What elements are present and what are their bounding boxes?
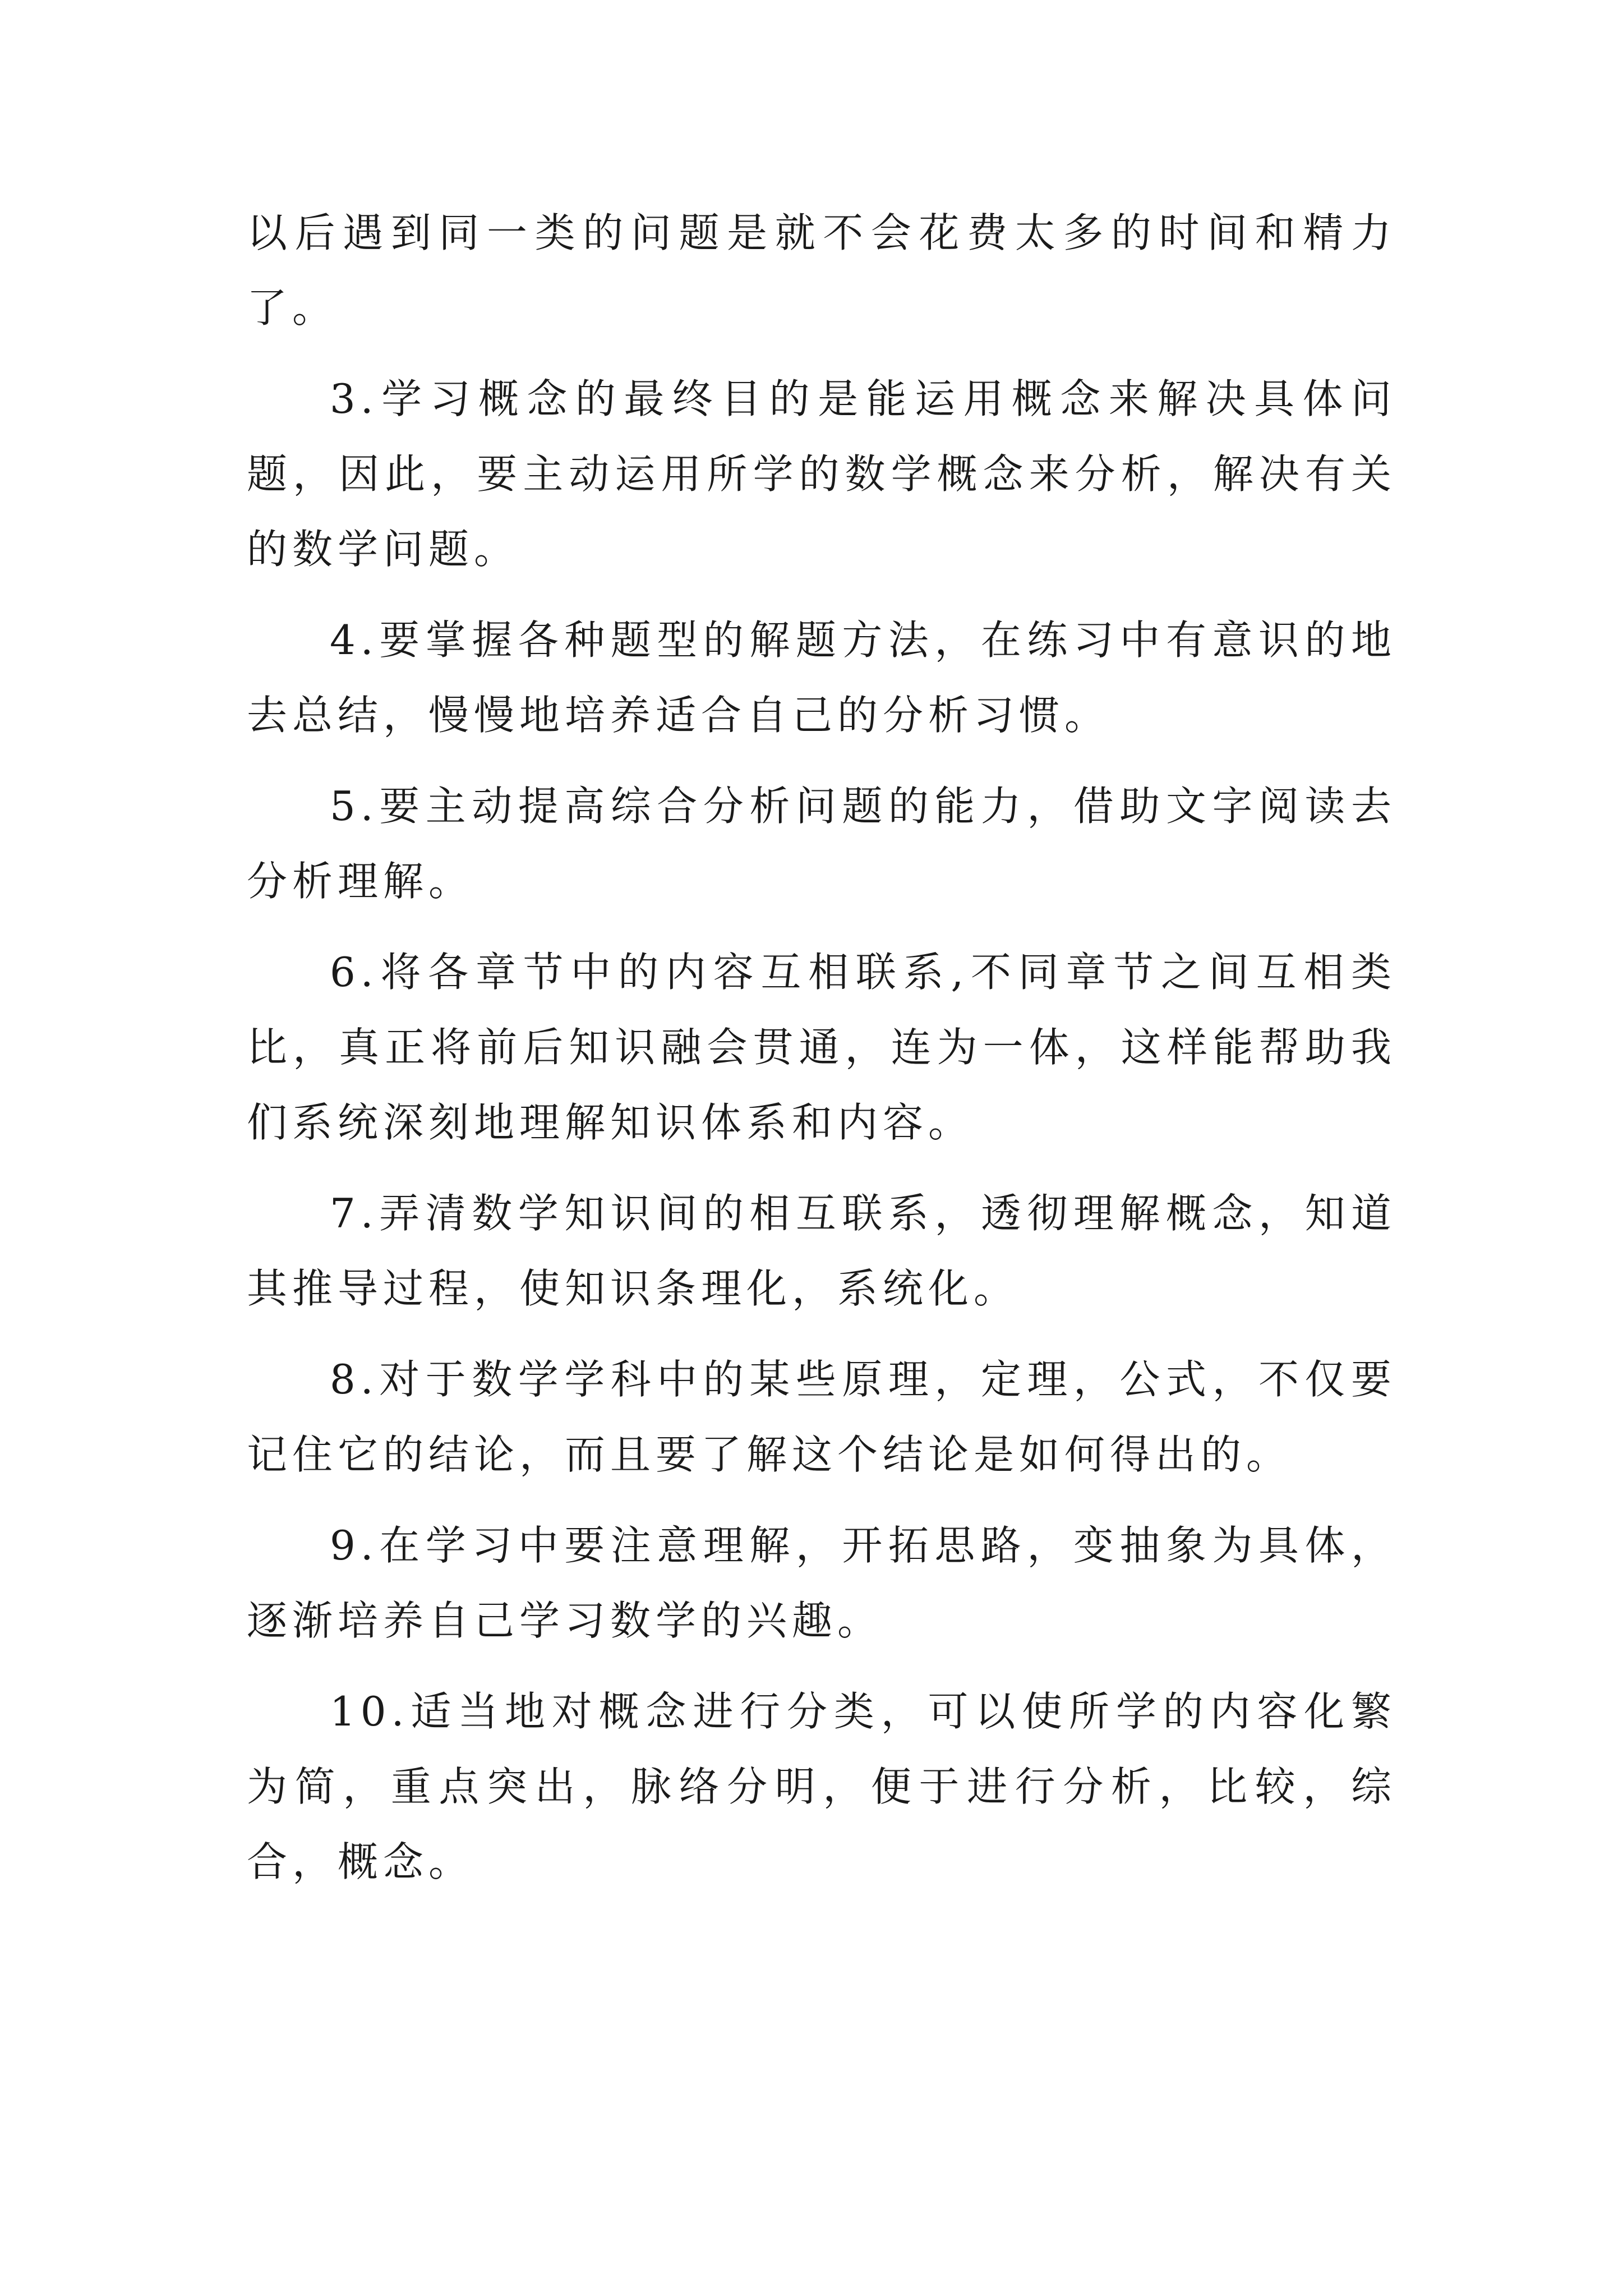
paragraph-item-7: 7.弄清数学知识间的相互联系，透彻理解概念，知道其推导过程，使知识条理化，系统化。: [247, 1190, 1396, 1312]
paragraph-item-5: 5.要主动提高综合分析问题的能力，借助文字阅读去分析理解。: [247, 783, 1396, 905]
document-body: [247, 195, 1396, 1915]
paragraph-item-10: 10.适当地对概念进行分类，可以使所学的内容化繁为简，重点突出，脉络分明，便于进行分析，比较，综合，概念。: [247, 1688, 1396, 1885]
paragraph-item-6: 6.将各章节中的内容互相联系,不同章节之间互相类比，真正将前后知识融会贯通，连为一体，这样能帮助我们系统深刻地理解知识体系和内容。: [247, 949, 1396, 1146]
paragraph-item-3: 3.学习概念的最终目的是能运用概念来解决具体问题，因此，要主动运用所学的数学概念来分析，解决有关的数学问题。: [247, 375, 1396, 573]
paragraph-item-4: 4.要掌握各种题型的解题方法，在练习中有意识的地去总结，慢慢地培养适合自己的分析习惯。: [247, 616, 1396, 739]
paragraph-item-8: 8.对于数学学科中的某些原理，定理，公式，不仅要记住它的结论，而且要了解这个结论是如何得出的。: [247, 1356, 1396, 1478]
paragraph-item-9: 9.在学习中要注意理解，开拓思路，变抽象为具体，逐渐培养自己学习数学的兴趣。: [247, 1522, 1396, 1644]
paragraph-continuation: 以后遇到同一类的问题是就不会花费太多的时间和精力了。: [247, 209, 1396, 332]
